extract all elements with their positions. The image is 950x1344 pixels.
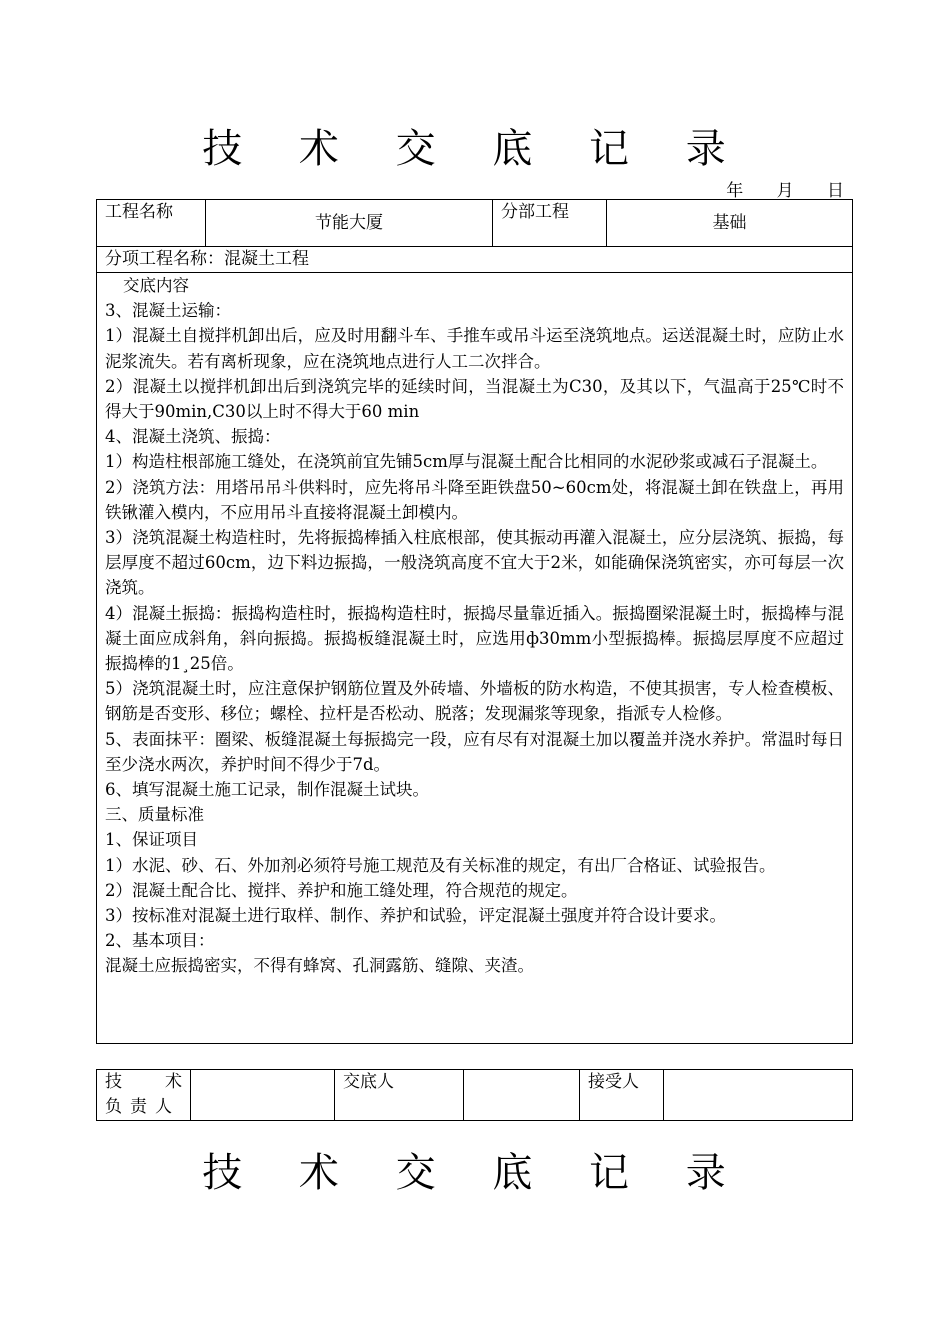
subitem-name: 分项工程名称：混凝土工程 — [97, 247, 853, 273]
content-line: 5、表面抹平：圈梁、板缝混凝土每振捣完一段，应有尽有对混凝土加以覆盖并浇水养护。常温时每日至少浇水两次，养护时间不得少于7d。 — [105, 729, 844, 774]
signature-table — [96, 1069, 853, 1121]
content-line: 1）水泥、砂、石、外加剂必须符号施工规范及有关标准的规定，有出厂合格证、试验报告。 — [105, 855, 776, 875]
content-line: 3、混凝土运输： — [105, 301, 231, 321]
content-line: 1、保证项目 — [105, 830, 198, 850]
content-line: 4）混凝土振捣：振捣构造柱时，振捣构造柱时，振捣尽量靠近插入。振捣圈梁混凝土时，振捣棒与混凝土面应成斜角，斜向振捣。振捣板缝混凝土时，应选用ф30mm小型振捣棒。振捣层厚度不应超过振捣棒的1¸25倍。 — [105, 603, 844, 674]
tech-lead-label-char: 技 — [105, 1072, 122, 1092]
tech-lead-signature-field[interactable] — [191, 1070, 335, 1121]
disclosure-content — [97, 273, 853, 1044]
content-line: 混凝土应振捣密实，不得有蜂窝、孔洞露筋、缝隙、夹渣。 — [105, 956, 534, 976]
project-name-label: 工程名称 — [97, 200, 206, 247]
content-line: 2、基本项目： — [105, 931, 215, 951]
content-line: 2）混凝土以搅拌机卸出后到浇筑完毕的延续时间，当混凝土为C30，及其以下，气温高于25℃时不得大于90min,C30以上时不得大于60 min — [105, 376, 844, 422]
content-line: 2）浇筑方法：用塔吊吊斗供料时，应先将吊斗降至距铁盘50~60cm处，将混凝土卸在铁盘上，再用铁锹灌入模内，不应用吊斗直接将混凝土卸模内。 — [105, 477, 844, 522]
content-line: 5）浇筑混凝土时，应注意保护钢筋位置及外砖墙、外墙板的防水构造，不使其损害，专人检查模板、钢筋是否变形、移位；螺栓、拉杆是否松动、脱落；发现漏浆等现象，指派专人检修。 — [105, 679, 844, 724]
date-day: 日 — [827, 181, 844, 201]
project-name-value: 节能大厦 — [206, 200, 493, 247]
document-title: 技 术 交 底 记 录 — [202, 126, 748, 172]
content-line: 4、混凝土浇筑、振捣： — [105, 427, 281, 447]
tech-lead-label — [97, 1070, 191, 1121]
receiver-signature-field[interactable] — [664, 1070, 853, 1121]
tech-lead-label-line2: 负责人 — [105, 1097, 180, 1117]
division-label: 分部工程 — [493, 200, 607, 247]
content-line: 1）混凝土自搅拌机卸出后，应及时用翻斗车、手推车或吊斗运至浇筑地点。运送混凝土时，应防止水泥浆流失。若有离析现象，应在浇筑地点进行人工二次拌合。 — [105, 326, 844, 371]
receiver-label: 接受人 — [580, 1070, 664, 1121]
content-line: 3）按标准对混凝土进行取样、制作、养护和试验，评定混凝土强度并符合设计要求。 — [105, 906, 726, 926]
document-title-repeat: 技 术 交 底 记 录 — [202, 1150, 748, 1196]
discloser-label: 交底人 — [335, 1070, 464, 1121]
record-table — [96, 199, 853, 1044]
content-line: 1）构造柱根部施工缝处，在浇筑前宜先铺5cm厚与混凝土配合比相同的水泥砂浆或减石子混凝土。 — [105, 452, 828, 472]
content-heading: 交底内容 — [123, 276, 189, 295]
date-line — [698, 176, 844, 201]
date-month: 月 — [776, 181, 794, 201]
content-line: 三、质量标准 — [105, 805, 204, 825]
date-year: 年 — [726, 181, 744, 201]
discloser-signature-field[interactable] — [464, 1070, 580, 1121]
tech-lead-label-char: 术 — [165, 1072, 182, 1092]
content-line: 2）混凝土配合比、搅拌、养护和施工缝处理，符合规范的规定。 — [105, 880, 578, 900]
content-line: 6、填写混凝土施工记录，制作混凝土试块。 — [105, 780, 429, 800]
division-value: 基础 — [607, 200, 853, 247]
content-line: 3）浇筑混凝土构造柱时，先将振捣棒插入柱底根部，使其振动再灌入混凝土，应分层浇筑、振捣，每层厚度不超过60cm，边下料边振捣，一般浇筑高度不宜大于2米，如能确保浇筑密实，亦可每层一次浇筑。 — [105, 528, 844, 598]
